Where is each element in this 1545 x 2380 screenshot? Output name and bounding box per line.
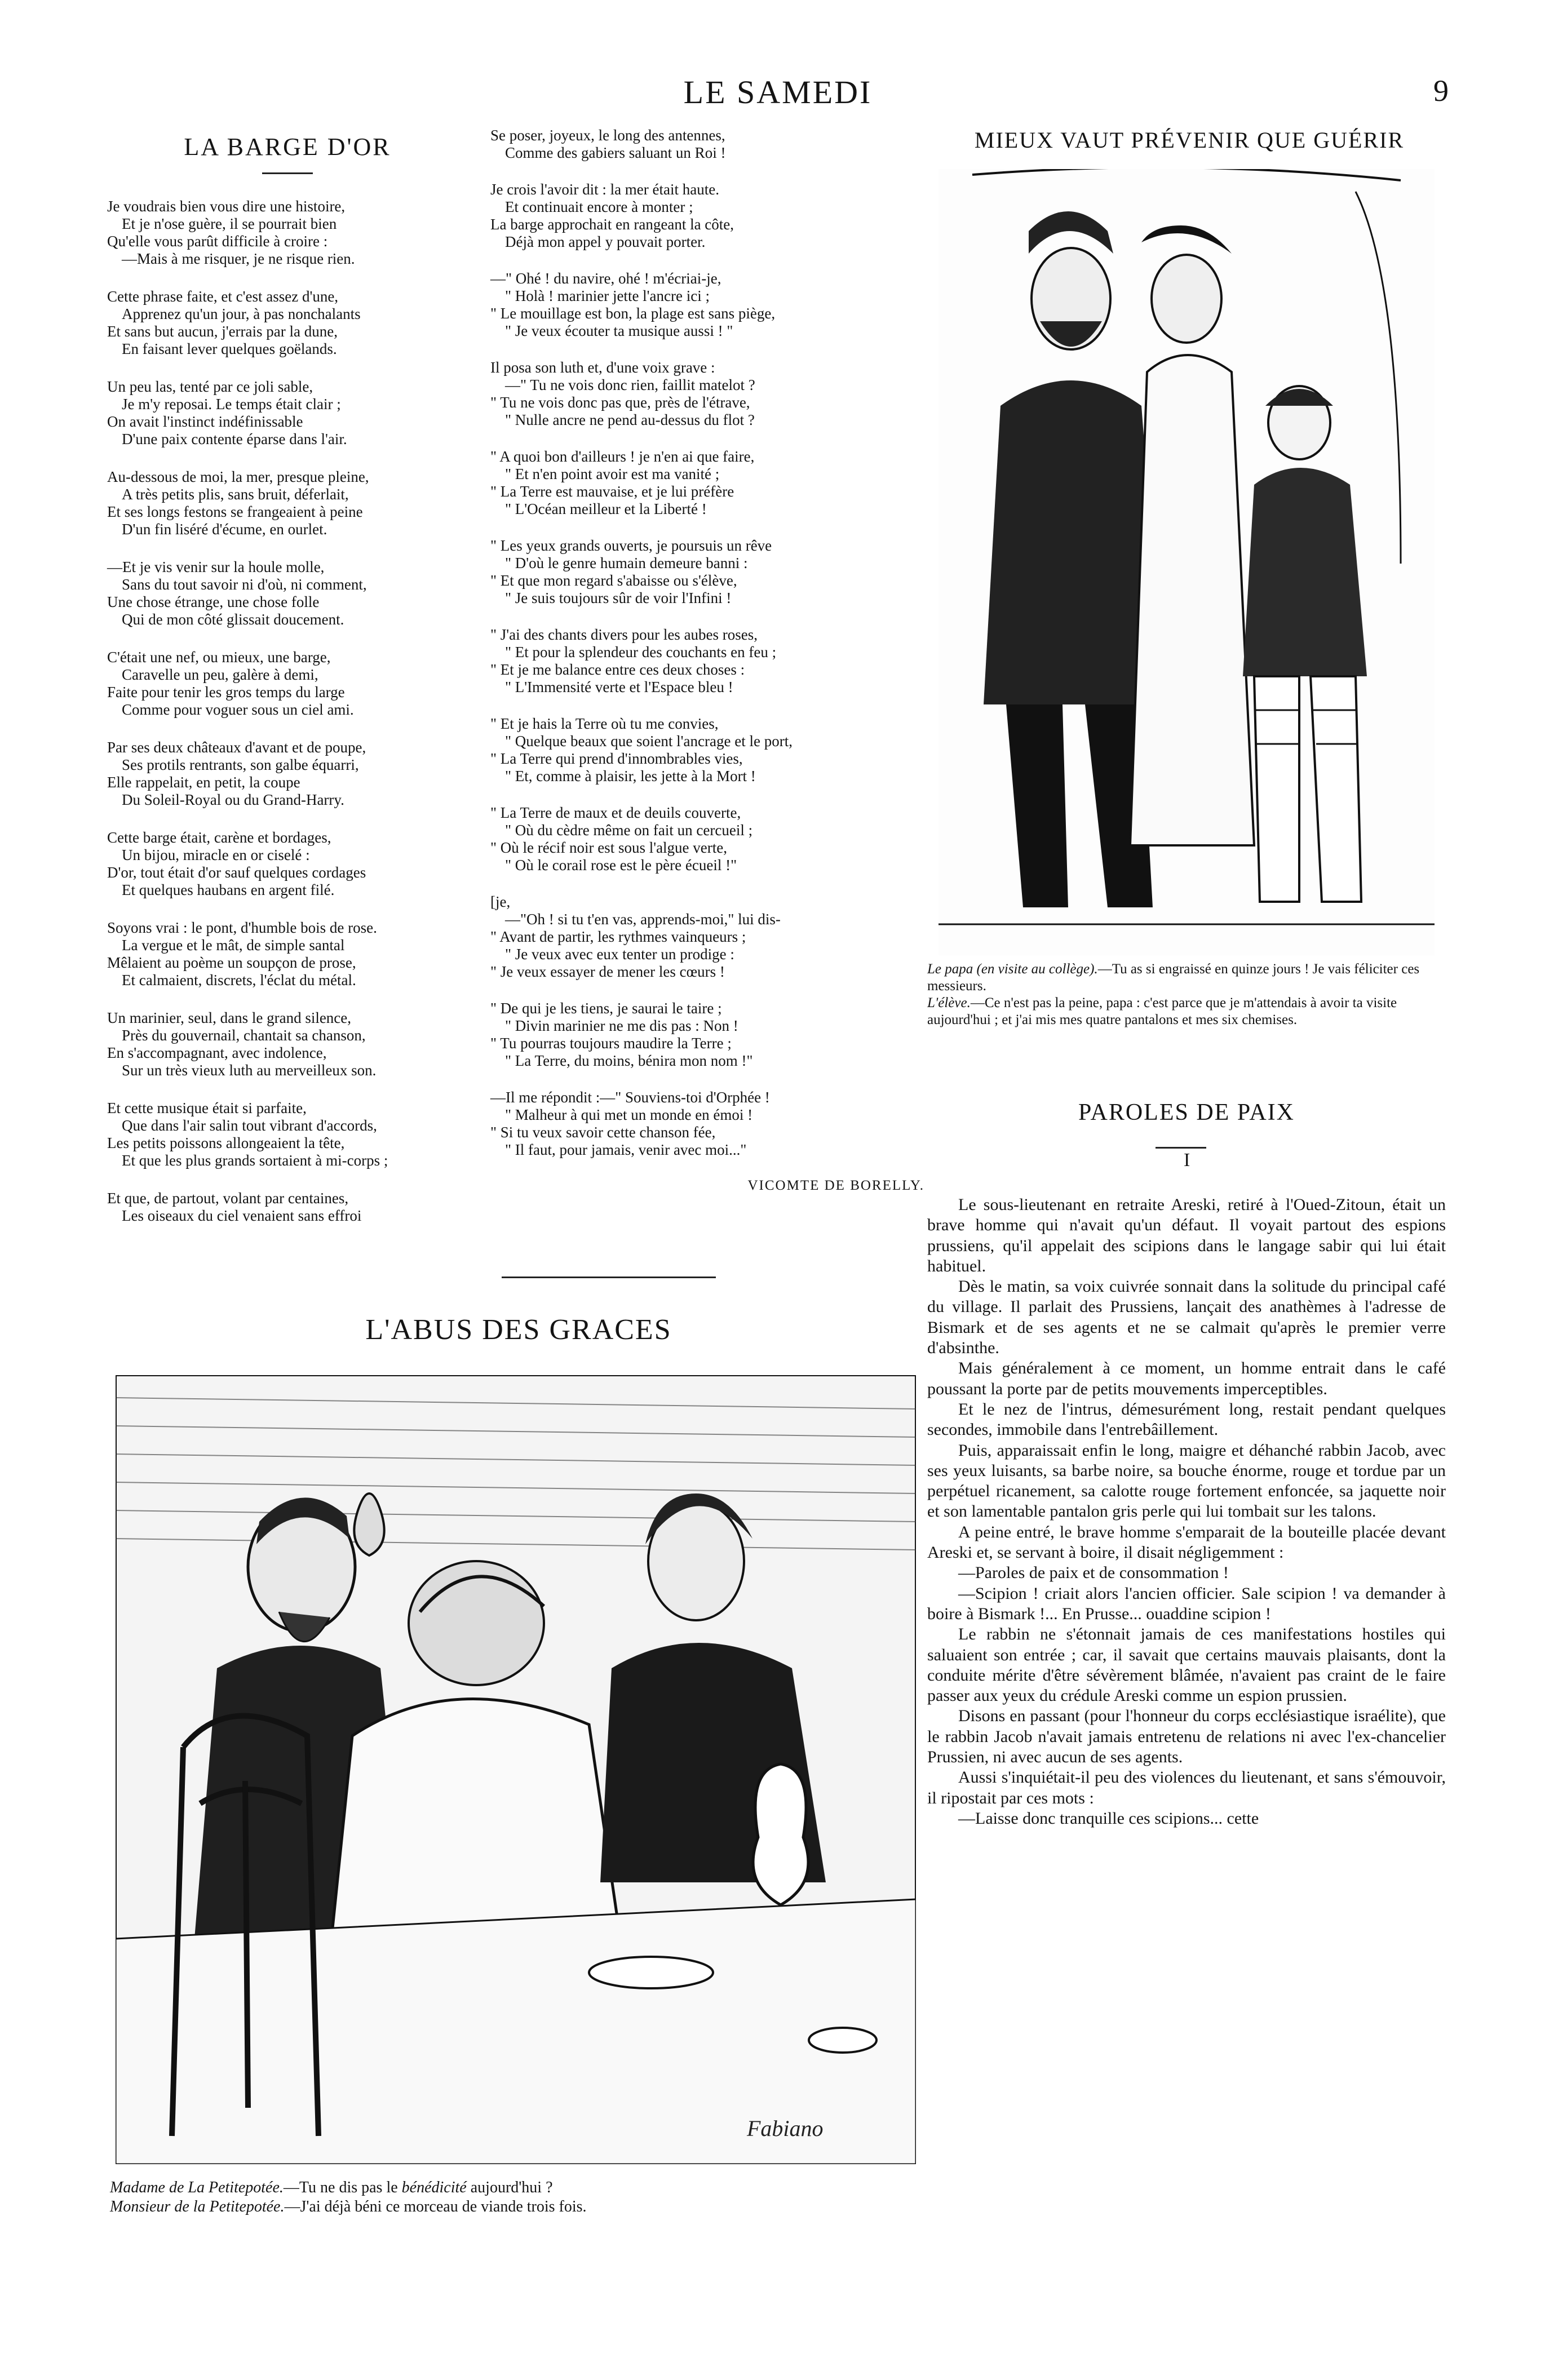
verse-line: Qu'elle vous parût difficile à croire : — [107, 233, 328, 250]
stanza — [490, 270, 947, 340]
paroles-title: PAROLES DE PAIX — [1078, 1100, 1295, 1125]
masthead: LE SAMEDI — [683, 74, 873, 110]
verse-line: Qui de mon côté glissait doucement. — [122, 611, 344, 628]
stanza — [490, 1089, 947, 1159]
verse-line: —Mais à me risquer, je ne risque rien. — [122, 250, 355, 267]
verse-line: D'un fin liséré d'écume, en ourlet. — [122, 521, 327, 538]
paragraph: Mais généralement à ce moment, un homme entrait dans le café poussant la porte par de petits mouvements imperceptibles. — [927, 1359, 1446, 1398]
verse-line: Du Soleil-Royal ou du Grand-Harry. — [122, 791, 344, 808]
verse-line: La barge approchait en rangeant la côte, — [490, 216, 734, 233]
verse-line: Ses protils rentrants, son galbe équarri, — [122, 756, 359, 773]
verse-line: " Divin marinier ne me dis pas : Non ! — [505, 1017, 738, 1034]
verse-line: Cette phrase faite, et c'est assez d'une, — [107, 288, 339, 305]
verse-line: Cette barge était, carène et bordages, — [107, 829, 331, 846]
verse-line: " Quelque beaux que soient l'ancrage et le port, — [505, 733, 793, 750]
mieux-illustration — [938, 169, 1435, 955]
father-mother-schoolboy-illustration — [938, 169, 1435, 955]
verse-line: La vergue et le mât, de simple santal — [122, 937, 345, 954]
paragraph: Disons en passant (pour l'honneur du corps ecclésiastique israélite), que le rabbin Jacob n'avait jamais entretenu de relations ni avec l'ex-chancelier Prussien, ni avec aucun de ses agents. — [927, 1707, 1446, 1767]
caption-line-1: Madame de La Petitepotée.—Tu ne dis pas le bénédicité aujourd'hui ? — [110, 2179, 553, 2196]
stanza — [490, 804, 947, 874]
verse-line: En faisant lever quelques goëlands. — [122, 340, 337, 357]
verse-line: Elle rappelait, en petit, la coupe — [107, 774, 300, 791]
stanza — [107, 1190, 468, 1225]
stanza — [107, 1009, 468, 1079]
verse-line: " Je veux écouter ta musique aussi ! " — [505, 322, 733, 339]
stanza — [107, 649, 468, 719]
verse-line: " Avant de partir, les rythmes vainqueurs ; — [490, 928, 746, 945]
verse-line: Et sans but aucun, j'errais par la dune, — [107, 323, 338, 340]
verse-line: " Le mouillage est bon, la plage est sans piège, — [490, 305, 776, 322]
verse-line: Sans du tout savoir ni d'où, ni comment, — [122, 576, 367, 593]
verse-line: " Et que mon regard s'abaisse ou s'élève, — [490, 572, 737, 589]
chapter-number: I — [1184, 1150, 1190, 1171]
verse-line: " A quoi bon d'ailleurs ! je n'en ai que faire, — [490, 448, 755, 465]
verse-line: " J'ai des chants divers pour les aubes roses, — [490, 626, 758, 643]
stanza — [107, 288, 468, 358]
verse-line: Au-dessous de moi, la mer, presque pleine, — [107, 468, 369, 485]
running-head — [107, 73, 1449, 124]
verse-line: " Tu ne vois donc pas que, près de l'étrave, — [490, 394, 750, 411]
verse-line: Et calmaient, discrets, l'éclat du métal. — [122, 972, 356, 989]
dinner-scene-illustration — [116, 1375, 916, 2164]
verse-line: —"Oh ! si tu t'en vas, apprends-moi," lui dis- — [505, 911, 781, 928]
caption-line-2: Monsieur de la Petitepotée.—J'ai déjà béni ce morceau de viande trois fois. — [110, 2198, 587, 2215]
stanza — [490, 893, 947, 981]
verse-line: Je crois l'avoir dit : la mer était haute. — [490, 181, 719, 198]
poem-stanzas — [107, 198, 468, 1225]
stanza — [107, 198, 468, 268]
verse-line: " L'Immensité verte et l'Espace bleu ! — [505, 679, 733, 695]
verse-line: " De qui je les tiens, je saurai le taire ; — [490, 1000, 722, 1017]
verse-line: Et je n'ose guère, il se pourrait bien — [122, 215, 337, 232]
stanza — [107, 559, 468, 628]
verse-line: " Tu pourras toujours maudire la Terre ; — [490, 1035, 732, 1052]
verse-line: " Je veux avec eux tenter un prodige : — [505, 946, 734, 963]
verse-line: " La Terre est mauvaise, et je lui préfère — [490, 483, 734, 500]
page-number: 9 — [1433, 74, 1449, 108]
verse-line: " Je suis toujours sûr de voir l'Infini ! — [505, 590, 732, 606]
verse-line: " Et je me balance entre ces deux choses : — [490, 661, 745, 678]
verse-line: Une chose étrange, une chose folle — [107, 593, 320, 610]
caption-line-2: L'élève.—Ce n'est pas la peine, papa : c'est parce que je m'attendais à avoir ta visite aujourd'hui ; et j'ai mis mes quatre pantalons et mes six chemises. — [927, 995, 1397, 1027]
title-rule — [262, 172, 313, 174]
stanza — [490, 715, 947, 785]
stanza — [490, 359, 947, 429]
verse-line: Et que les plus grands sortaient à mi-corps ; — [122, 1152, 388, 1169]
verse-line: " Et je hais la Terre où tu me convies, — [490, 715, 719, 732]
verse-line: D'or, tout était d'or sauf quelques cordages — [107, 864, 366, 881]
poem-column-middle — [490, 127, 947, 1194]
stanza — [107, 919, 468, 989]
verse-line: Je voudrais bien vous dire une histoire, — [107, 198, 346, 215]
verse-line: Soyons vrai : le pont, d'humble bois de rose. — [107, 919, 377, 936]
verse-line: " Où le corail rose est le père écueil !" — [505, 857, 737, 874]
stanza — [490, 537, 947, 607]
stanza — [107, 1100, 468, 1169]
verse-line: " Et n'en point avoir est ma vanité ; — [505, 466, 720, 482]
verse-line: Un marinier, seul, dans le grand silence, — [107, 1009, 352, 1026]
verse-line: Et cette musique était si parfaite, — [107, 1100, 307, 1116]
paragraph: Dès le matin, sa voix cuivrée sonnait dans la solitude du principal café du village. Il parlait des Prussiens, lançait des anathèmes à l'adresse de Bismark et de ses agents et ne se calmait qu'après le premier verre d'absinthe. — [927, 1277, 1446, 1358]
paragraph: Le sous-lieutenant en retraite Areski, retiré à l'Oued-Zitoun, était un brave homme qui n'avait qu'un défaut. Il voyait partout des espions prussiens, qu'il appelait des scipions dans le langage sabir qui lui était habituel. — [927, 1195, 1446, 1275]
verse-line: Se poser, joyeux, le long des antennes, — [490, 127, 725, 144]
verse-line: Caravelle un peu, galère à demi, — [122, 666, 318, 683]
stanza — [490, 1000, 947, 1070]
stanza — [107, 739, 468, 809]
abus-caption — [110, 2178, 933, 2217]
verse-line: Et que, de partout, volant par centaines, — [107, 1190, 349, 1207]
poem-signature: VICOMTE DE BORELLY. — [747, 1178, 924, 1193]
verse-line: Apprenez qu'un jour, à pas nonchalants — [122, 305, 361, 322]
paragraph: Aussi s'inquiétait-il peu des violences du lieutenant, et sans s'émouvoir, il ripostait par ces mots : — [927, 1768, 1446, 1807]
verse-line: [je, — [490, 893, 511, 910]
verse-line: —" Ohé ! du navire, ohé ! m'écriai-je, — [490, 270, 721, 287]
verse-line: —" Tu ne vois donc rien, faillit matelot ? — [505, 376, 755, 393]
stanza — [107, 468, 468, 538]
paragraph: —Paroles de paix et de consommation ! — [958, 1563, 1229, 1583]
verse-line: " Et, comme à plaisir, les jette à la Mort ! — [505, 768, 756, 785]
verse-line: " Malheur à qui met un monde en émoi ! — [505, 1106, 753, 1123]
paragraph: Puis, apparaissait enfin le long, maigre et déhanché rabbin Jacob, avec ses yeux luisants, sa barbe noire, sa bouche énorme, rouge et tordue par un perpétuel ricanement, sa calotte rouge fortement enfoncée, sa jaquette noir et son lamentable pantalon gris perle qui lui tombait sur les talons. — [927, 1441, 1446, 1521]
stanza — [107, 829, 468, 899]
verse-line: Les oiseaux du ciel venaient sans effroi — [122, 1207, 362, 1224]
verse-line: En s'accompagnant, avec indolence, — [107, 1044, 327, 1061]
poem-stanzas-continued — [490, 127, 947, 1159]
verse-line: Sur un très vieux luth au merveilleux son. — [122, 1062, 377, 1079]
verse-line: Et ses longs festons se frangeaient à peine — [107, 503, 363, 520]
mieux-title: MIEUX VAUT PRÉVENIR QUE GUÉRIR — [974, 127, 1405, 153]
verse-line: " D'où le genre humain demeure banni : — [505, 555, 748, 571]
verse-line: Près du gouvernail, chantait sa chanson, — [122, 1027, 366, 1044]
poem-title: LA BARGE D'OR — [184, 133, 391, 161]
stanza — [490, 181, 947, 251]
section-divider — [502, 1277, 716, 1278]
verse-line: Que dans l'air salin tout vibrant d'accords, — [122, 1117, 377, 1134]
verse-line: Un peu las, tenté par ce joli sable, — [107, 378, 313, 395]
verse-line: Un bijou, miracle en or ciselé : — [122, 846, 310, 863]
verse-line: Par ses deux châteaux d'avant et de poupe, — [107, 739, 366, 756]
paragraph: —Laisse donc tranquille ces scipions... cette — [958, 1809, 1259, 1828]
verse-line: " La Terre qui prend d'innombrables vies, — [490, 750, 743, 767]
paragraph: Et le nez de l'intrus, démesurément long, restait pendant quelques secondes, immobile dans l'entrebâillement. — [927, 1399, 1446, 1439]
verse-line: " La Terre de maux et de deuils couverte, — [490, 804, 741, 821]
verse-line: D'une paix contente éparse dans l'air. — [122, 431, 347, 447]
verse-line: —Il me répondit :—" Souviens-toi d'Orphée ! — [490, 1089, 770, 1106]
paragraph: Le rabbin ne s'étonnait jamais de ces manifestations hostiles qui saluaient son entrée ; car, il savait que certains mauvais plaisants, dont la conduite mérite d'être sévèrement blâmée, n'avaient pas craint de le faire passer aux yeux du crédule Areski comme un espion prussien. — [927, 1625, 1446, 1705]
paragraph: —Scipion ! criait alors l'ancien officier. Sale scipion ! va demander à boire à Bismark !... En Prusse... ouaddine scipion ! — [927, 1584, 1446, 1623]
stanza — [490, 448, 947, 518]
verse-line: Déjà mon appel y pouvait porter. — [505, 233, 706, 250]
verse-line: " Si tu veux savoir cette chanson fée, — [490, 1124, 716, 1141]
verse-line: Mêlaient au poème un soupçon de prose, — [107, 954, 356, 971]
verse-line: " La Terre, du moins, bénira mon nom !" — [505, 1052, 753, 1069]
verse-line: —Et je vis venir sur la houle molle, — [107, 559, 325, 575]
verse-line: " Je veux essayer de mener les cœurs ! — [490, 963, 725, 980]
verse-line: Les petits poissons allongeaient la tête, — [107, 1134, 345, 1151]
verse-line: " L'Océan meilleur et la Liberté ! — [505, 500, 707, 517]
abus-illustration — [116, 1375, 916, 2164]
illustration-signature: Fabiano — [747, 2116, 824, 2141]
verse-line: Je m'y reposai. Le temps était clair ; — [122, 396, 341, 413]
verse-line: On avait l'instinct indéfinissable — [107, 413, 303, 430]
verse-line: Et quelques haubans en argent filé. — [122, 881, 335, 898]
caption-line-1: Le papa (en visite au collège).—Tu as si engraissé en quinze jours ! Je vais féliciter ces messieurs. — [927, 961, 1420, 994]
paroles-body — [927, 1195, 1446, 1829]
stanza — [107, 378, 468, 448]
mieux-caption — [927, 961, 1446, 1029]
verse-line: Comme pour voguer sous un ciel ami. — [122, 701, 354, 718]
verse-line: Il posa son luth et, d'une voix grave : — [490, 359, 715, 376]
verse-line: " Où le récif noir est sous l'algue verte, — [490, 839, 728, 856]
poem-column-left — [107, 127, 468, 1245]
verse-line: " Il faut, pour jamais, venir avec moi..." — [505, 1141, 747, 1158]
verse-line: " Les yeux grands ouverts, je poursuis un rêve — [490, 537, 772, 554]
verse-line: " Et pour la splendeur des couchants en feu ; — [505, 644, 777, 661]
abus-title: L'ABUS DES GRACES — [365, 1314, 672, 1346]
verse-line: A très petits plis, sans bruit, déferlait, — [122, 486, 349, 503]
verse-line: " Holà ! marinier jette l'ancre ici ; — [505, 287, 710, 304]
section-rule — [1156, 1147, 1206, 1149]
paragraph: A peine entré, le brave homme s'emparait de la bouteille placée devant Areski et, se servant à boire, il disait négligemment : — [927, 1522, 1446, 1562]
verse-line: " Nulle ancre ne pend au-dessus du flot ? — [505, 411, 755, 428]
verse-line: Comme des gabiers saluant un Roi ! — [505, 144, 726, 161]
stanza — [490, 626, 947, 696]
verse-line: C'était une nef, ou mieux, une barge, — [107, 649, 331, 666]
verse-line: Et continuait encore à monter ; — [505, 198, 693, 215]
verse-line: " Où du cèdre même on fait un cercueil ; — [505, 822, 753, 839]
stanza — [490, 127, 947, 162]
verse-line: Faite pour tenir les gros temps du large — [107, 684, 345, 701]
